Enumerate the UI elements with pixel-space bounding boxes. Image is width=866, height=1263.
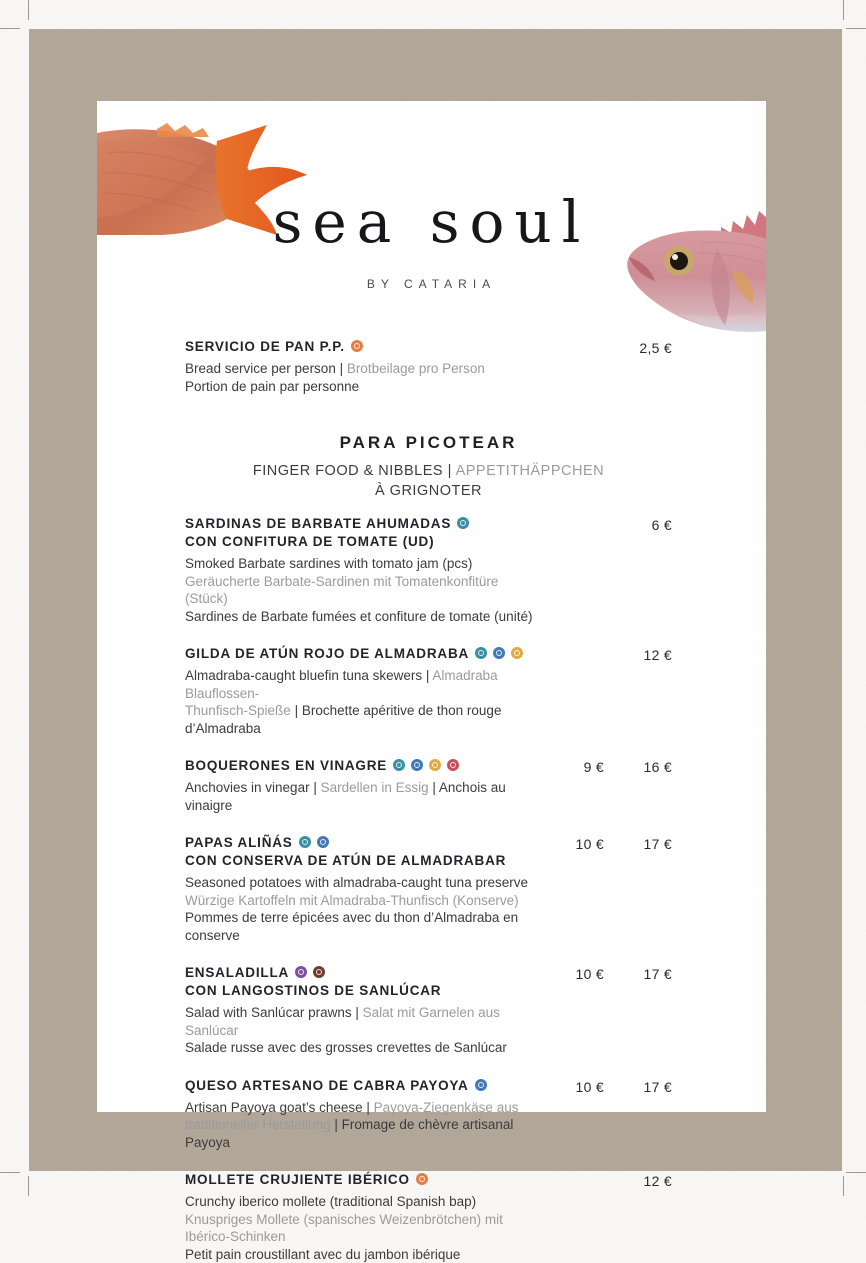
item-main [185,1077,536,1152]
allergen-orange-icon [416,1173,428,1185]
item-descriptions: Artisan Payoya goat’s cheese | Payoya-Ziegenkäse aus traditioneller Herstellung | Fromage de chèvre artisanal Payoya [185,1099,519,1150]
item-price-secondary: 10 € [575,836,604,852]
menu-item-row [185,964,672,1057]
crop-mark [843,1176,844,1196]
allergen-purple-icon [295,966,307,978]
item-descriptions: Crunchy iberico mollete (traditional Spanish bap) Knuspriges Mollete (spanisches Weizenbrötchen) mit Ibérico-Schinken Petit pain croustillant avec du jambon ibérique [185,1194,503,1262]
item-name-text: QUESO ARTESANO DE CABRA PAYOYA [185,1077,469,1093]
item-descriptions: Salad with Sanlúcar prawns | Salat mit Garnelen aus Sanlúcar Salade russe avec des grosses crevettes de Sanlúcar [185,1005,507,1055]
item-name [185,964,536,1000]
section-subtitle-line2: À GRIGNOTER [374,483,482,499]
allergen-blue-icon [317,836,329,848]
item-price-primary: 12 € [643,1173,672,1189]
item-price-primary: 17 € [643,836,672,852]
section-subtitle-line1: FINGER FOOD & NIBBLES | APPETITHÄPPCHEN [252,463,605,479]
item-main [185,338,536,395]
item-price-secondary: 9 € [583,759,604,775]
item-descriptions: Smoked Barbate sardines with tomato jam (pcs) Geräucherte Barbate-Sardinen mit Tomatenkonfitüre (Stück) Sardines de Barbate fumées et confiture de tomate (unité) [185,556,533,624]
menu-header [97,101,766,338]
item-price-secondary: 10 € [575,1078,604,1095]
item-name [185,645,536,663]
crop-mark [843,0,844,20]
item-price-primary: 2,5 € [639,340,672,356]
item-prices [536,645,672,664]
item-main [185,964,536,1057]
crop-mark [0,1172,20,1173]
item-main [185,1171,536,1263]
menu-item-row [185,1171,672,1263]
item-price-secondary [536,516,604,534]
menu-item-row [185,1077,672,1152]
item-main [185,645,536,737]
item-name-text: ENSALADILLA [185,965,290,980]
crop-mark [28,0,29,20]
allergen-brown-icon [313,966,325,978]
allergen-gold-icon [511,647,523,659]
item-price-secondary: 10 € [575,966,604,982]
item-name [185,1171,536,1189]
allergen-blue-icon [411,759,423,771]
crop-mark [846,28,866,29]
item-price-primary: 6 € [651,517,672,533]
allergen-teal-icon [457,517,469,529]
menu-card [97,101,766,1262]
item-name [185,515,536,551]
item-descriptions: Seasoned potatoes with almadraba-caught tuna preserve Würzige Kartoffeln mit Almadraba-Thunfisch (Konserve) Pommes de terre épicées avec du thon d’Almadraba en conserve [185,875,528,943]
section-title: PARA PICOTEAR [339,433,518,452]
crop-mark [846,1172,866,1173]
menu-items [185,515,672,1263]
logo-tagline: BY CATARIA [366,277,497,291]
allergen-teal-icon [299,836,311,848]
allergen-teal-icon [475,647,487,659]
menu-item-row [185,757,672,814]
item-name [185,1077,536,1095]
item-prices [536,338,672,357]
item-price-primary: 16 € [643,759,672,775]
menu-body [97,338,766,1263]
item-descriptions: Bread service per person | Brotbeilage pro Person Portion de pain par personne [185,361,485,394]
item-prices [536,757,672,776]
menu-item-row [185,515,672,625]
item-prices [536,1171,672,1190]
menu-item-row [185,338,672,395]
logo: sea soul [272,188,591,256]
section-heading [185,433,672,501]
item-name-text: SERVICIO DE PAN P.P. [185,339,345,354]
crop-mark [0,28,20,29]
item-descriptions: Almadraba-caught bluefin tuna skewers | Almadraba Blauflossen- Thunfisch-Spieße | Brochette apéritive de thon rouge d’Almadraba [185,668,502,736]
item-price-primary: 12 € [643,647,672,663]
item-name-text: BOQUERONES EN VINAGRE [185,758,388,773]
item-prices [536,834,672,853]
item-main [185,515,536,625]
item-prices [536,1077,672,1096]
item-name [185,834,536,870]
allergen-red-icon [447,759,459,771]
item-name-text: CON LANGOSTINOS DE SANLÚCAR [185,983,442,998]
item-prices [536,515,672,534]
allergen-teal-icon [393,759,405,771]
fish-head-image [621,209,766,337]
item-name-text: CON CONSERVA DE ATÚN DE ALMADRABAR [185,853,507,868]
item-price-secondary [536,646,604,664]
item-descriptions: Anchovies in vinegar | Sardellen in Essig | Anchois au vinaigre [185,780,506,813]
item-name-text: PAPAS ALIÑÁS [185,835,293,850]
item-name [185,757,536,775]
allergen-blue-icon [475,1079,487,1091]
item-name-text: CON CONFITURA DE TOMATE (UD) [185,534,435,549]
item-price-primary: 17 € [643,966,672,982]
crop-mark [28,1176,29,1196]
item-price-primary: 17 € [643,1078,672,1095]
item-main [185,834,536,944]
item-main [185,757,536,814]
item-name-text: GILDA DE ATÚN ROJO DE ALMADRABA [185,646,470,661]
allergen-gold-icon [429,759,441,771]
item-price-secondary [536,1172,604,1190]
allergen-blue-icon [493,647,505,659]
intro-items [185,338,672,395]
menu-item-row [185,834,672,944]
item-name-text: MOLLETE CRUJIENTE IBÉRICO [185,1172,410,1187]
item-price-secondary [536,339,604,357]
menu-item-row [185,645,672,737]
allergen-orange-icon [351,340,363,352]
item-name [185,338,536,356]
item-name-text: SARDINAS DE BARBATE AHUMADAS [185,516,452,531]
item-prices [536,964,672,983]
